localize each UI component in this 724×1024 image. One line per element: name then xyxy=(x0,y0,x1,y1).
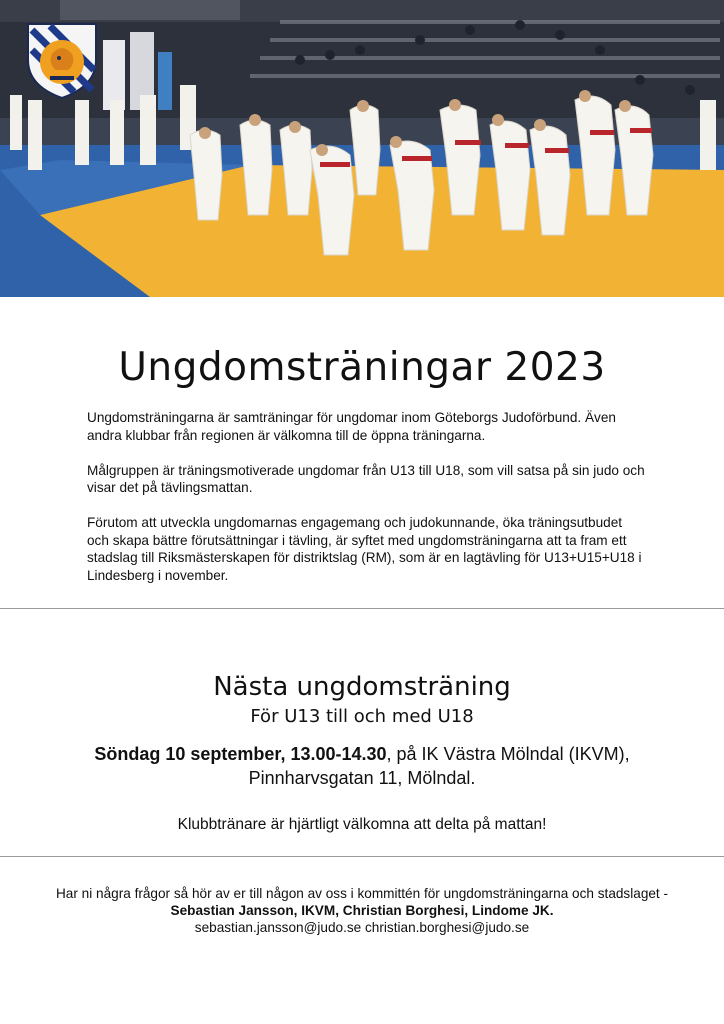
next-session-title: Nästa ungdomsträning xyxy=(213,672,511,702)
session-venue: , på IK Västra Mölndal (IKVM), xyxy=(386,744,630,764)
page-title: Ungdomsträningar 2023 xyxy=(118,345,606,390)
coaches-note: Klubbtränare är hjärtligt välkomna att delta på mattan! xyxy=(177,816,547,833)
next-session-subtitle: För U13 till och med U18 xyxy=(250,706,474,727)
lion-shield-logo xyxy=(22,20,102,100)
contact-names: Sebastian Jansson, IKVM, Christian Borghesi, Lindome JK. xyxy=(170,903,554,918)
contact-emails[interactable]: sebastian.jansson@judo.se christian.borghesi@judo.se xyxy=(194,920,530,935)
judo-bowing-illustration xyxy=(0,0,724,297)
session-details xyxy=(40,742,684,790)
divider xyxy=(0,856,724,857)
divider xyxy=(0,608,724,609)
contact-footer xyxy=(20,885,704,936)
contact-intro: Har ni några frågor så hör av er till någon av oss i kommittén för ungdomsträningarna och stadslaget - xyxy=(55,886,669,901)
intro-paragraph: Ungdomsträningarna är samträningar för ungdomar inom Göteborgs Judoförbund. Även andra klubbar från regionen är välkomna till de öppna träningarna. xyxy=(87,410,616,443)
intro-text xyxy=(87,409,647,602)
intro-paragraph: Förutom att utveckla ungdomarnas engagemang och judokunnande, öka träningsutbudet och skapa bättre förutsättningar i tävling, är syftet med ungdomsträningarna att ta fram ett stadslag till Riksmästerskapen för distriktslag (RM), som är en lagtävling för U13+U15+U18 i Lindesberg i november. xyxy=(87,515,642,583)
hero-photo xyxy=(0,0,724,297)
session-date-time: Söndag 10 september, 13.00-14.30 xyxy=(94,744,387,764)
intro-paragraph: Målgruppen är träningsmotiverade ungdomar från U13 till U18, som vill satsa på sin judo och visar det på tävlingsmattan. xyxy=(87,462,645,495)
session-address: Pinnharvsgatan 11, Mölndal. xyxy=(248,768,476,788)
